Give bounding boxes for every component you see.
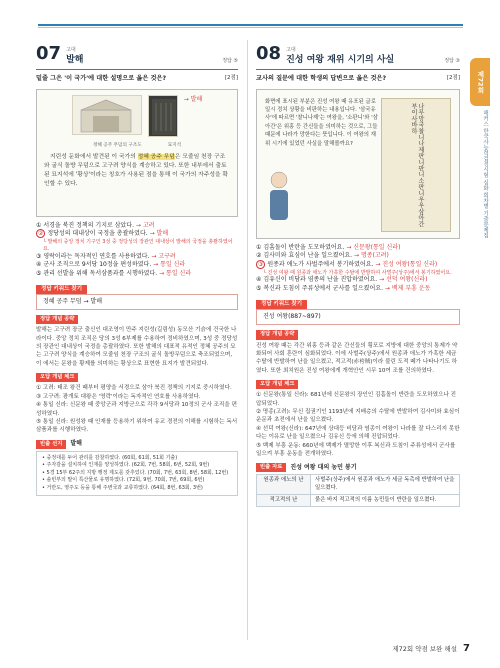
wrong-answer-section (36, 373, 238, 434)
uprising-table (256, 474, 460, 507)
tomb-diagram-image (72, 95, 142, 135)
wrong-item-1: ① 고려: 태조 왕건 때부터 평양을 서경으로 삼아 북진 정책의 기지로 중시하였다. (36, 385, 232, 392)
wrong-item-4: ④ 선덕 여왕(신라): 647년에 상대등 비담과 염종이 여왕이 나라를 잘 다스리지 못한다는 이유로 난을 일으켰으나 김유신 등에 의해 진압되었다. (256, 425, 460, 441)
question-topic: 진성 여왕 재위 시기의 사실 (286, 55, 395, 66)
frequent-item: • 솔빈부의 말이 특산물로 유명하였다. (72회, 9번, 70회, 7번, 69회, 6번) (42, 477, 205, 484)
handwritten-arrow: → 발해 (183, 95, 203, 103)
wrong-item-3: ③ 고구려: 광개토 대왕은 '영락'이라는 독자적인 연호를 사용하였다. (36, 393, 201, 400)
keyword-heading: 정답 키워드 찾기 (36, 285, 87, 294)
concept-heading: 정답 개념 공략 (256, 330, 298, 339)
side-tab (466, 28, 500, 668)
wrong-item-5: ⑤ 백제 부흥 운동: 660년에 백제가 멸망한 이후 복신과 도침이 주류성에서 군사를 일으켜 부흥 운동을 전개하였다. (256, 442, 456, 457)
page-number: 7 (463, 643, 470, 654)
title-rule (256, 69, 460, 70)
question-number: 07 (36, 43, 62, 64)
concept-text: 진성 여왕 때는 각간 위홍 등과 같은 간신들의 횡포로 지방에 대한 중앙의 통제가 약화되어 사회 혼란이 심화되었다. 이에 사벌주(상주)에서 원종과 애노가 가혹한 세금 수탈에 반발하여 난을 일으켰고, 적고적(赤袴賊)이라 불린 도적 떼가 나타나기도 하였다. 또한 최치원은 진성 여왕에게 개혁안인 시무 10여 조를 건의하였다. (256, 342, 458, 374)
keyword-box: 정혜 공주 무덤 → 발해 (36, 294, 238, 310)
document-text: 나무망국찰니나제판니판니소판니우우삼아간부이사바하 (410, 102, 424, 227)
passage-box (36, 89, 238, 217)
options-list (256, 244, 460, 294)
option-3[interactable]: ③ 영락이라는 독자적인 연호를 사용하였다. → 고구려 (36, 252, 176, 260)
concept-section (256, 330, 460, 375)
table-head-cell: 적고적의 난 (257, 495, 311, 507)
frequent-item: • 중정대를 두어 관리를 감찰하였다. (60회, 61회, 51회 기출) (42, 454, 178, 461)
question-era: 고대 (286, 47, 296, 54)
question-prompt: 밑줄 그은 '이 국가'에 대한 설명으로 옳은 것은? (36, 75, 167, 83)
keyword-section (36, 285, 238, 311)
option-2[interactable]: ② 김사미와 효심이 난을 일으켰어요. → 명종(고려) (256, 252, 389, 260)
wrong-answer-heading: 오답 개념 체크 (256, 380, 298, 389)
options-list (36, 222, 238, 279)
footer-text: 제72회 약점 보완 해설 (392, 645, 458, 653)
wrong-item-2: ② 명종(고려): 무신 집권기인 1193년에 지배층의 수탈에 반발하여 김사미와 효심이 운문과 초전에서 난을 일으켰다. (256, 408, 460, 424)
top-rule (38, 24, 463, 26)
passage-text: 지린성 둔화에서 발견된 이 국가의 정혜 공주 무덤은 모줄임 천장 구조와 굴식 돌방 무덤으로 고구려 양식을 계승하고 있다. 또한 내부에서 출토된 묘지석에 '황상'이라는 칭호가 사용된 점을 통해 이 국가의 자주성을 확인할 수 있다. (44, 153, 229, 187)
frequent-material-section (256, 463, 460, 507)
concept-section (36, 315, 238, 368)
concept-heading: 정답 개념 공략 (36, 315, 78, 324)
option-1[interactable]: ① 김흠돌이 반란을 도모하였어요. → 신문왕(통일 신라) (256, 243, 401, 251)
teacher-figure (265, 168, 293, 224)
teacher-speech: 화면에 표시된 부분은 진성 여왕 때 유포된 글로 일시 정치 상황을 비판하는 내용입니다. '삼국유사'에 따르면 '찰니나제'는 여왕을, '소판니'와 '삼아간'은 위홍 등 간신들을 의미하는 것으로, 그들 때문에 나라가 망한다는 뜻입니다. 이 여왕의 재위 시기에 있었던 사실을 말해볼까요? (265, 98, 378, 147)
epitaph-stone-image (148, 95, 178, 137)
option-3-note: └ 진성 여왕 때 원종과 애노가 가혹한 수탈에 반발하여 사벌주(상주)에서 봉기하였어요. (263, 269, 452, 276)
frequent-material-title: 진성 여왕 대의 농민 봉기 (290, 463, 357, 471)
points: [2점] (446, 75, 460, 82)
question-prompt: 교사의 질문에 대한 학생의 답변으로 옳은 것은? (256, 75, 387, 83)
title-rule (36, 69, 238, 70)
points: [2점] (224, 75, 238, 82)
document-image (381, 98, 451, 232)
book-title-vertical: 해커스 한국사능력검정시험 심화 회차별 기출문제집 (482, 110, 488, 238)
frequent-options-title: 발해 (70, 440, 82, 448)
keyword-section (256, 300, 460, 326)
answer-label: 정답 ⑤ (222, 57, 238, 64)
frequent-item: • 5경 15부 62주의 지방 행정 제도를 갖추었다. (70회, 7번, 63회, 8번, 58회, 12번) (42, 469, 229, 476)
option-5[interactable]: ⑤ 관리 선발을 위해 독서삼품과를 시행하였다. → 통일 신라 (36, 269, 192, 277)
concept-text: 발해는 고구려 장군 출신인 대조영이 만주 지린성(길림성) 동모산 기슭에 건국한 나라이다. 중앙 정치 조직은 당의 3성 6부제를 수용하여 정비하였으며, 3성 중 정당성의 장관인 대내상이 국정을 총괄하였다. 또한 발해의 대표적 유적인 정혜 공주의 묘는 고구려 양식을 계승하여 모줄임 천장 구조의 굴식 돌방무덤으로 축조되었으며, 이 에서는 문왕을 황제를 의미하는 황상으로 표현한 묘지가 발견되었다. (36, 327, 238, 367)
wrong-item-1: ① 신문왕(통일 신라): 681년에 신문왕의 장인인 김흠돌이 반란을 도모하였으나 진압되었다. (256, 392, 457, 407)
passage-box (256, 89, 460, 239)
option-1[interactable]: ① 서경을 북진 정책의 기지로 삼았다. → 고려 (36, 221, 155, 229)
option-4[interactable]: ④ 김유신이 비담과 염종의 난을 진압하였어요. → 선덕 여왕(신라) (256, 276, 428, 284)
frequent-item: • 거란도, 영주도 등을 통해 주변국과 교류하였다. (64회, 8번, 63회, 3번) (42, 484, 203, 491)
table-body-cell: 붉은 바지 적고적의 이름 농민들이 반란을 일으켰다. (311, 495, 460, 507)
option-2[interactable]: ② 정당성의 대내상이 국정을 총괄하였다. → 발해 (38, 230, 169, 238)
top-band (0, 0, 500, 28)
image-caption-left: 정혜 공주 무덤의 구조도 (92, 142, 142, 148)
question-number: 08 (256, 43, 282, 64)
option-5[interactable]: ⑤ 복신과 도침이 주류성에서 군사를 일으켰어요. → 백제 부흥 운동 (256, 285, 431, 293)
keyword-heading: 정답 키워드 찾기 (256, 300, 307, 309)
wrong-answer-section (256, 380, 460, 458)
exam-round-badge: 제72회 (470, 58, 490, 106)
question-07 (36, 42, 238, 496)
image-caption-right: 묘지석 (167, 142, 182, 148)
wrong-answer-heading: 오답 개념 체크 (36, 373, 78, 382)
column-divider (247, 40, 248, 640)
option-2-note: └ 발해의 중앙 정치 기구인 3성 중 정당성의 장관인 대내상이 발해의 국정을 총괄하였어요. (43, 239, 233, 252)
option-3[interactable]: ③ 원종과 애노가 사벌주에서 봉기하였어요. → 진성 여왕(통일 신라) (258, 261, 438, 269)
table-row (257, 495, 460, 507)
keyword-box: 진성 여왕(887~897) (256, 309, 460, 325)
wrong-item-4: ④ 통일 신라: 신문왕 때 중앙군과 지방군으로 각각 9서당과 10정의 군사 조직을 편성하였다. (36, 402, 238, 417)
question-era: 고대 (66, 47, 76, 54)
top-rule-thin (38, 27, 463, 28)
frequent-item: • 주자감을 설치하여 인재를 양성하였다. (62회, 7번, 58회, 6번, 52회, 9번) (42, 462, 210, 469)
page-footer (360, 642, 470, 656)
table-row (257, 475, 460, 495)
answer-label: 정답 ③ (444, 57, 460, 64)
wrong-item-5: ⑤ 통일 신라: 원성왕 때 인재를 등용하기 위하여 유교 경전의 이해를 시험하는 독서삼품과를 시행하였다. (36, 418, 238, 434)
table-head-cell: 원종과 애노의 난 (257, 475, 311, 495)
table-body-cell: 사벌주(상주)에서 원종과 애노가 세금 독촉에 반발하여 난을 일으켰다. (311, 475, 460, 495)
option-4[interactable]: ④ 군사 조직으로 9서당 10정을 편성하였다. → 통일 신라 (36, 261, 186, 269)
frequent-options-section (36, 440, 238, 497)
frequent-options-heading: 빈출 선지 (36, 440, 66, 449)
question-08 (256, 42, 460, 507)
frequent-material-heading: 빈출 자료 (256, 463, 286, 472)
question-topic: 발해 (66, 55, 84, 66)
frequent-options-box (36, 451, 238, 497)
